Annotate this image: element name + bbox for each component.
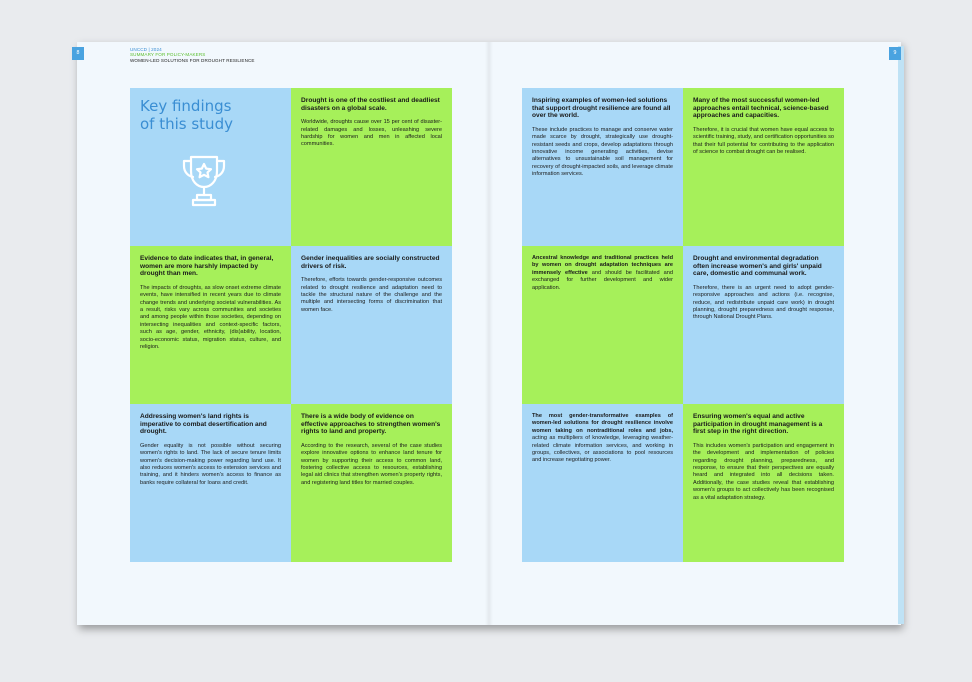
finding-card xyxy=(683,404,844,562)
finding-body: Therefore, efforts towards gender-responsive outcomes related to drought resilience and adaptation need to tackle the structural nature of the challenge and the multiple and intersecting forms of discrimination that women face. xyxy=(301,277,442,313)
finding-body xyxy=(532,255,673,292)
finding-heading: Addressing women's land rights is imperative to combat desertification and drought. xyxy=(140,413,267,436)
finding-body xyxy=(532,413,673,465)
finding-body: This includes women's participation and engagement in the development and implementation of policies regarding drought planning, preparedness, and response, to ensure that their perspectives are equally heard and integrated into all decisions taken. Additionally, the case studies reveal that establishing women's groups to act collectively has been recognised as a vital adaptation strategy. xyxy=(693,442,834,501)
page-tab-right: 9 xyxy=(889,47,901,60)
finding-heading: Inspiring examples of women-led solutions that support drought resilience are found all over the world. xyxy=(532,97,671,120)
page-tab-left: 8 xyxy=(72,47,84,60)
finding-heading-inline: Ancestral knowledge and traditional practices held by women on drought adaptation techniques are immensely effective xyxy=(532,255,673,276)
finding-body: Therefore, it is crucial that women have equal access to scientific training, study, and certification opportunities so that their full potential for contributing to the application of science to combat drought can be realised. xyxy=(693,126,834,155)
running-header xyxy=(130,47,255,63)
finding-card xyxy=(522,246,683,404)
finding-body: These include practices to manage and conserve water made scarce by drought, strategically use drought-resistant seeds and crops, develop adaptations through innovative income generating activities, devise alternatives to unsustainable soil management for recovery of drought-impacted soils, and leverage climate information services. xyxy=(532,126,673,178)
finding-card xyxy=(522,404,683,562)
finding-heading: Evidence to date indicates that, in general, women are more harshly impacted by drought than men. xyxy=(140,255,274,278)
finding-body-rest: and should be facilitated and exchanged for further development and wider application. xyxy=(532,269,673,291)
finding-card xyxy=(683,88,844,246)
page-edge xyxy=(898,46,904,624)
header-doc-title: WOMEN-LED SOLUTIONS FOR DROUGHT RESILIENCE xyxy=(130,57,255,63)
finding-body: Therefore, there is an urgent need to adopt gender-responsive approaches and actions (i.e. recognise, reduce, and redistribute unpaid care work) in drought planning, drought preparedness and drought response, through National Drought Plans. xyxy=(693,284,834,321)
finding-card xyxy=(291,88,452,246)
finding-heading: Many of the most successful women-led approaches entail technical, science-based approaches and capacities. xyxy=(693,97,829,120)
finding-heading: Drought is one of the costliest and deadliest disasters on a global scale. xyxy=(301,97,440,112)
finding-heading: Ensuring women's equal and active participation in drought management is a first step in the right direction. xyxy=(693,413,823,436)
trophy-star-icon xyxy=(180,153,228,209)
spine-shadow xyxy=(485,42,493,625)
finding-heading-inline: The most gender-transformative examples of women-led solutions for drought resilience involve women taking on nontraditional roles and jobs, xyxy=(532,413,673,434)
key-findings-panel xyxy=(130,88,291,246)
header-series: SUMMARY FOR POLICY-MAKERS xyxy=(130,52,206,58)
key-findings-title: Key findings of this study xyxy=(140,97,233,133)
finding-body: Gender equality is not possible without securing women's rights to land. The lack of secure tenure limits women's decision-making power regarding land use. It also reduces women's access to extension services and training, and it hinders women's access to finance as banks require collateral for loans and credit. xyxy=(140,442,281,486)
finding-heading: Gender inequalities are socially constructed drivers of risk. xyxy=(301,255,440,270)
finding-card xyxy=(291,246,452,404)
header-org: UNCCD | 2024 xyxy=(130,47,162,52)
finding-heading: There is a wide body of evidence on effective approaches to strengthen women's rights to land and property. xyxy=(301,413,441,436)
finding-card xyxy=(522,88,683,246)
finding-body: According to the research, several of the case studies explore innovative options to enhance land tenure for women by supporting their access to common land, fostering collective access to resources, establishing legal aid clinics that strengthen women's property rights, and registering land titles for married couples. xyxy=(301,442,442,486)
finding-card xyxy=(291,404,452,562)
finding-card xyxy=(130,404,291,562)
finding-card xyxy=(683,246,844,404)
finding-body: The impacts of droughts, as slow onset extreme climate events, have intensified in recent years due to climate change trends and underlying societal vulnerabilities. As a result, risks vary across communities and societies and among people within those societies, depending on intersecting inequalities and context-specific factors, such as age, gender, ethnicity, (dis)ability, location, socio-economic status, migration status, culture, and religion. xyxy=(140,284,281,351)
finding-heading: Drought and environmental degradation often increase women's and girls' unpaid care, domestic and communal work. xyxy=(693,255,822,278)
finding-body-rest: acting as multipliers of knowledge, leveraging weather-related climate information services, and working in groups, collectives, or associations to pool resources and increase negotiating power. xyxy=(532,435,673,464)
finding-body: Worldwide, droughts cause over 15 per cent of disaster-related damages and losses, unleashing severe hardship for women and men in affected local communities. xyxy=(301,119,442,148)
finding-card xyxy=(130,246,291,404)
